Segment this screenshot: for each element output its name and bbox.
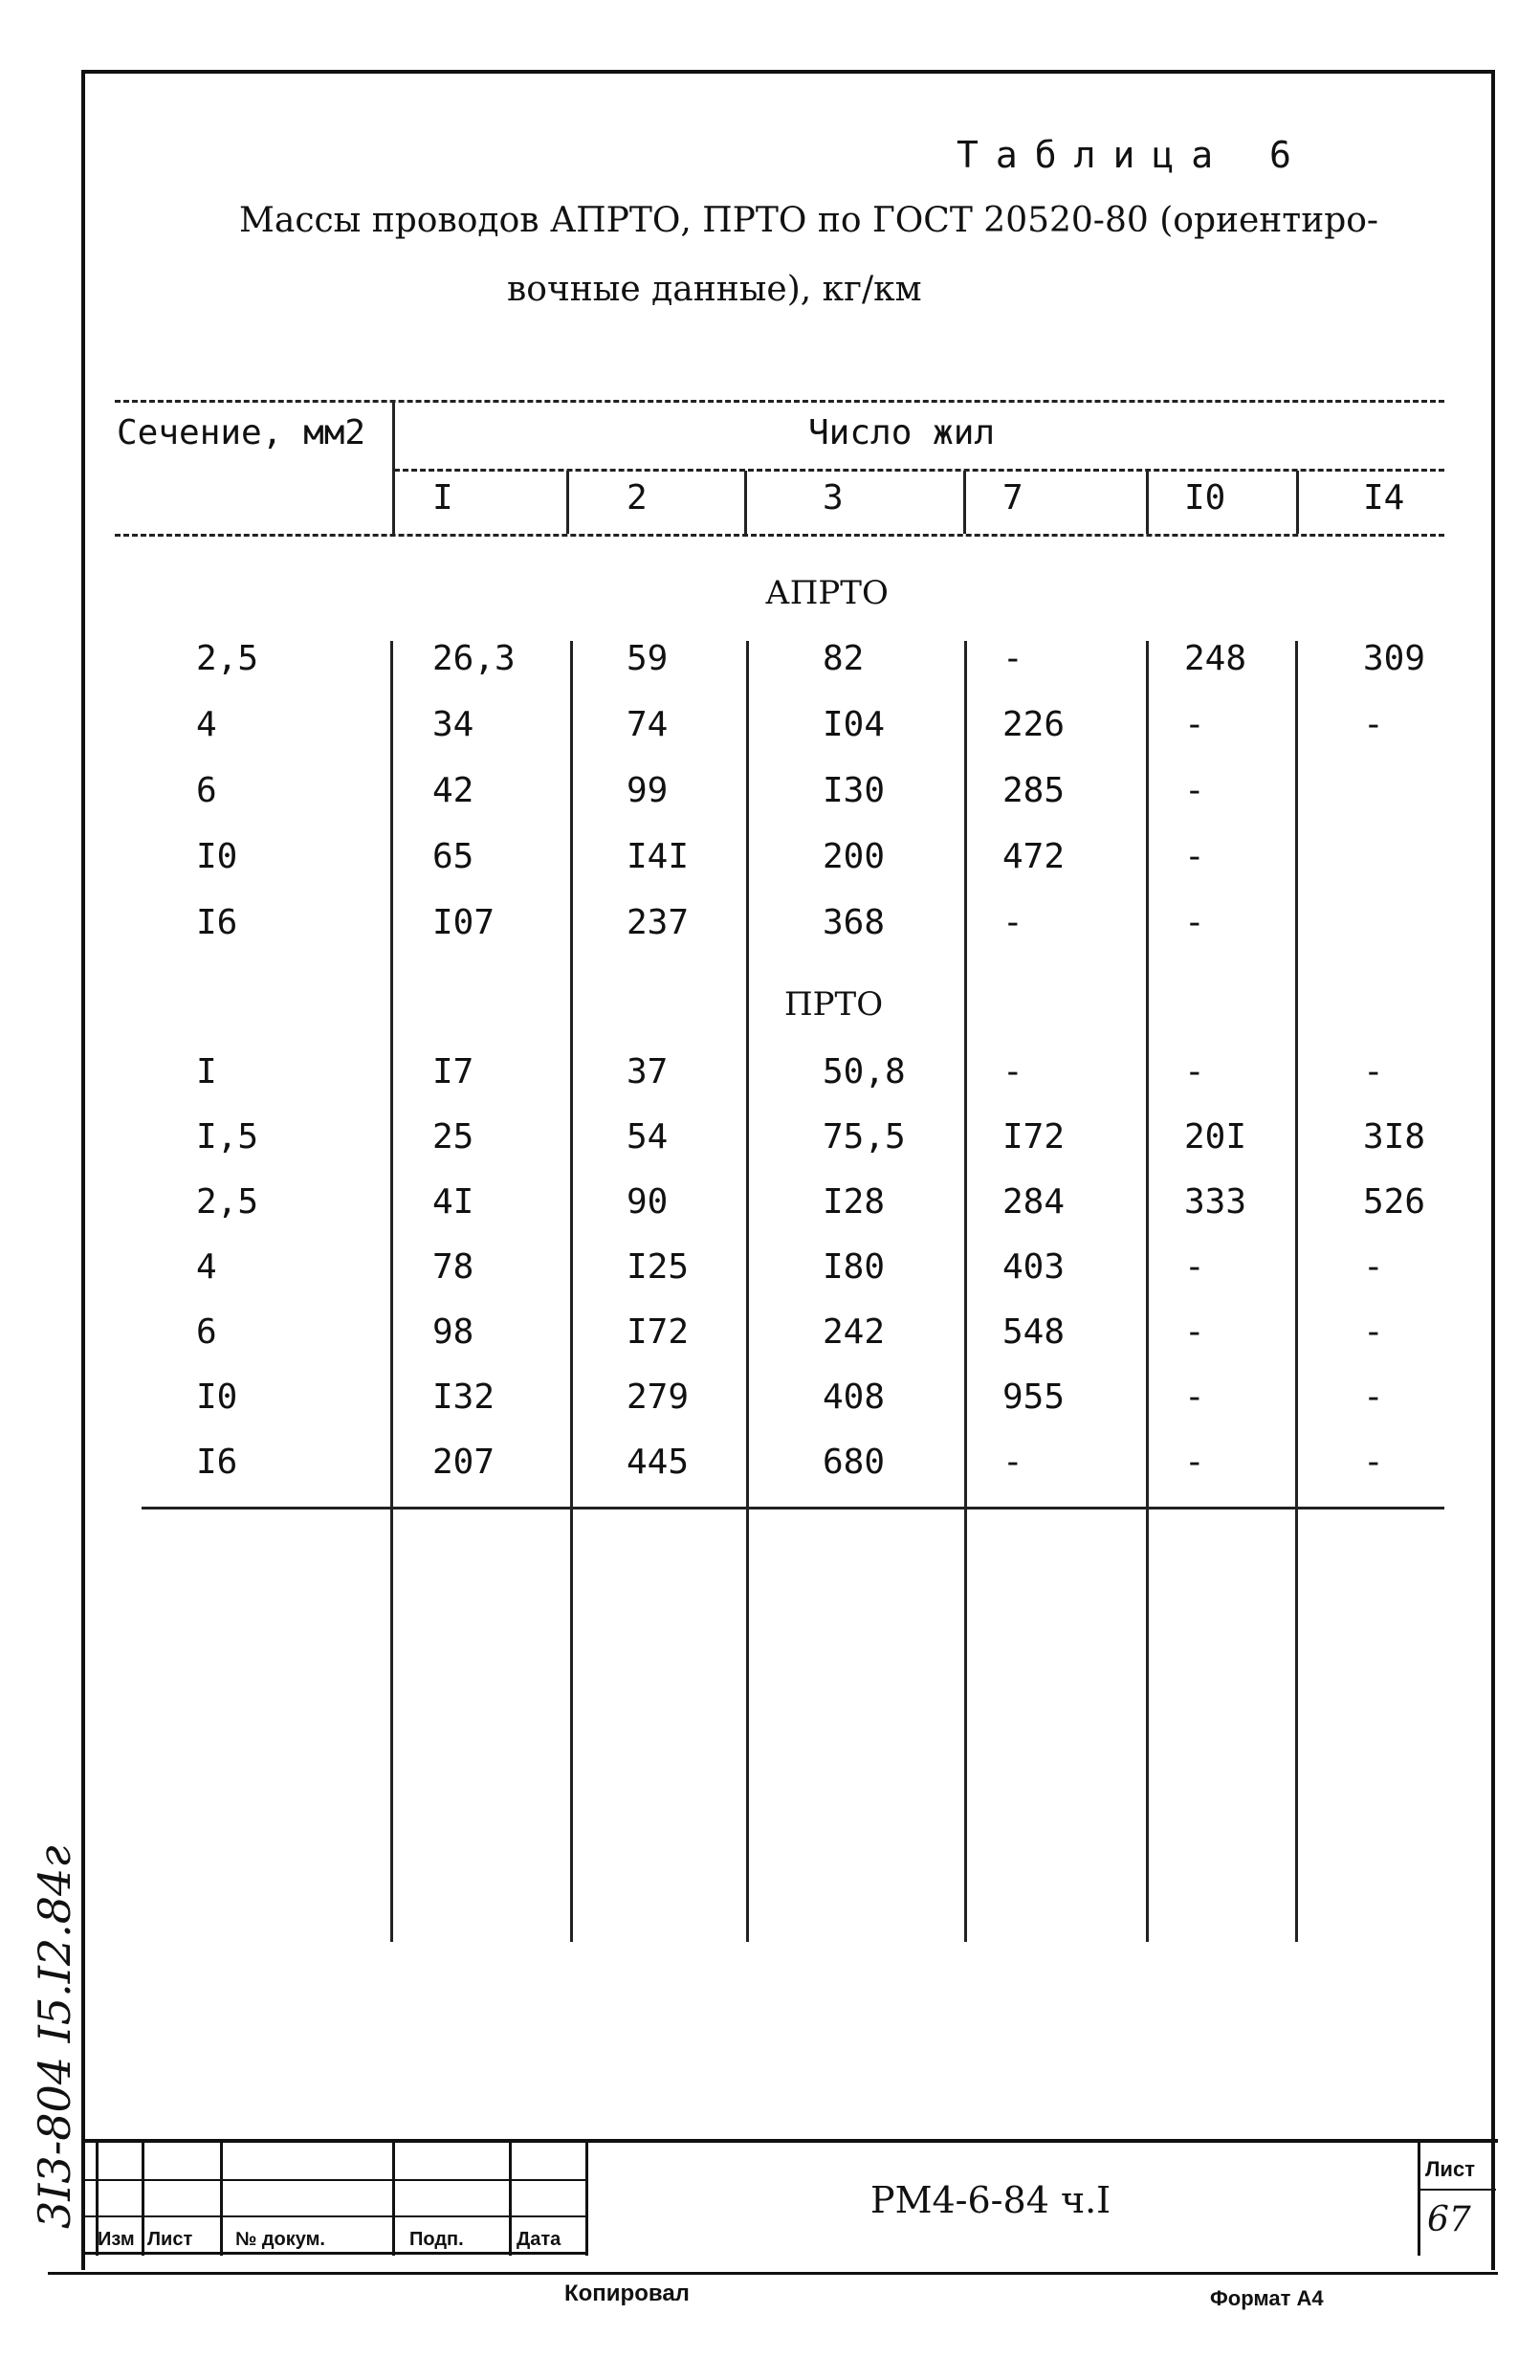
row-mass-value: -: [1184, 1247, 1205, 1287]
row-mass-value: 403: [1002, 1247, 1066, 1287]
row-mass-value: 408: [823, 1377, 886, 1417]
row-mass-value: 3I8: [1363, 1117, 1426, 1157]
row-mass-value: I32: [432, 1377, 495, 1417]
row-mass-value: 98: [432, 1312, 474, 1352]
row-mass-value: 333: [1184, 1182, 1247, 1222]
table-number: Таблица 6: [957, 134, 1309, 176]
header-divider: [1146, 471, 1149, 534]
row-mass-value: 207: [432, 1443, 495, 1482]
stamp-label-sign: Подп.: [409, 2229, 464, 2250]
row-section-value: 4: [196, 1247, 217, 1287]
header-core-col: I: [432, 478, 453, 518]
stamp-label-doc: № докум.: [235, 2229, 325, 2250]
header-mid-rule: [394, 469, 1444, 472]
row-mass-value: 20I: [1184, 1117, 1247, 1157]
row-mass-value: 78: [432, 1247, 474, 1287]
table-bottom-rule: [142, 1507, 1444, 1510]
stamp-label-date: Дата: [517, 2229, 561, 2250]
row-mass-value: 4I: [432, 1182, 474, 1222]
document-number: РМ4-6-84 ч.I: [870, 2179, 1111, 2221]
sheet-number: 67: [1427, 2200, 1471, 2239]
row-mass-value: -: [1002, 1052, 1023, 1091]
row-mass-value: I25: [627, 1247, 690, 1287]
stamp-col-line: [142, 2139, 144, 2256]
row-mass-value: 34: [432, 705, 474, 744]
row-mass-value: I28: [823, 1182, 886, 1222]
row-mass-value: 226: [1002, 705, 1066, 744]
row-mass-value: 548: [1002, 1312, 1066, 1352]
row-section-value: I0: [196, 837, 238, 876]
row-section-value: I: [196, 1052, 217, 1091]
header-bottom-rule: [115, 534, 1444, 537]
footer-copied-by: Копировал: [564, 2281, 690, 2306]
row-mass-value: 309: [1363, 639, 1426, 678]
body-divider: [746, 641, 749, 1942]
row-mass-value: 279: [627, 1377, 690, 1417]
header-section-label: Сечение, мм2: [117, 413, 366, 452]
group-heading-aprto: АПРТО: [765, 574, 889, 612]
row-mass-value: -: [1363, 705, 1384, 744]
row-mass-value: -: [1184, 1377, 1205, 1417]
row-section-value: 2,5: [196, 639, 259, 678]
body-divider: [1146, 641, 1149, 1942]
row-section-value: 4: [196, 705, 217, 744]
row-section-value: I6: [196, 1443, 238, 1482]
row-mass-value: 99: [627, 771, 669, 810]
row-mass-value: 37: [627, 1052, 669, 1091]
header-core-col: 3: [823, 478, 844, 518]
row-mass-value: 42: [432, 771, 474, 810]
header-divider: [566, 471, 569, 534]
row-mass-value: I72: [1002, 1117, 1066, 1157]
body-divider: [570, 641, 573, 1942]
row-mass-value: -: [1184, 1052, 1205, 1091]
row-section-value: I0: [196, 1377, 238, 1417]
stamp-col-line: [585, 2139, 588, 2256]
row-mass-value: -: [1002, 903, 1023, 942]
row-mass-value: 74: [627, 705, 669, 744]
row-mass-value: -: [1184, 1443, 1205, 1482]
header-divider: [963, 471, 966, 534]
stamp-label-list: Лист: [147, 2229, 193, 2250]
header-divider: [744, 471, 747, 534]
row-mass-value: 242: [823, 1312, 886, 1352]
row-mass-value: -: [1002, 1443, 1023, 1482]
row-mass-value: I07: [432, 903, 495, 942]
row-mass-value: -: [1363, 1247, 1384, 1287]
row-mass-value: 955: [1002, 1377, 1066, 1417]
row-mass-value: 368: [823, 903, 886, 942]
row-mass-value: 54: [627, 1117, 669, 1157]
stamp-label-izm: Изм: [98, 2229, 135, 2250]
row-mass-value: -: [1184, 1312, 1205, 1352]
row-mass-value: 472: [1002, 837, 1066, 876]
row-mass-value: 680: [823, 1443, 886, 1482]
row-section-value: I6: [196, 903, 238, 942]
row-section-value: 6: [196, 771, 217, 810]
row-mass-value: 284: [1002, 1182, 1066, 1222]
table-caption-line1: Массы проводов АПРТО, ПРТО по ГОСТ 20520-80 (ориентиро-: [239, 201, 1379, 240]
header-core-col: I4: [1363, 478, 1405, 518]
header-divider: [1296, 471, 1299, 534]
stamp-top-border: [84, 2139, 1498, 2143]
header-divider: [392, 400, 395, 534]
row-mass-value: -: [1184, 705, 1205, 744]
row-mass-value: 50,8: [823, 1052, 906, 1091]
row-mass-value: 237: [627, 903, 690, 942]
sheet-label: Лист: [1425, 2157, 1475, 2181]
margin-handwritten-note: 3I3-804 I5.I2.84г: [29, 1845, 80, 2229]
row-mass-value: I72: [627, 1312, 690, 1352]
row-mass-value: 90: [627, 1182, 669, 1222]
stamp-col-line: [220, 2139, 223, 2256]
footer-format: Формат А4: [1210, 2286, 1324, 2310]
row-mass-value: -: [1363, 1052, 1384, 1091]
row-mass-value: -: [1184, 771, 1205, 810]
row-mass-value: 26,3: [432, 639, 516, 678]
row-mass-value: -: [1002, 639, 1023, 678]
row-mass-value: I4I: [627, 837, 690, 876]
header-core-col: I0: [1184, 478, 1226, 518]
table-caption-line2: вочные данные), кг/км: [507, 270, 922, 309]
row-mass-value: I80: [823, 1247, 886, 1287]
row-mass-value: I30: [823, 771, 886, 810]
row-mass-value: 526: [1363, 1182, 1426, 1222]
row-mass-value: -: [1184, 837, 1205, 876]
header-cores-label: Число жил: [808, 413, 996, 452]
row-mass-value: 65: [432, 837, 474, 876]
row-mass-value: 248: [1184, 639, 1247, 678]
row-mass-value: 75,5: [823, 1117, 906, 1157]
row-mass-value: I04: [823, 705, 886, 744]
stamp-col-line: [392, 2139, 395, 2256]
row-mass-value: -: [1184, 903, 1205, 942]
row-mass-value: 82: [823, 639, 865, 678]
header-top-rule: [115, 400, 1444, 403]
row-mass-value: I7: [432, 1052, 474, 1091]
body-divider: [1295, 641, 1298, 1942]
row-section-value: I,5: [196, 1117, 259, 1157]
body-divider: [390, 641, 393, 1942]
row-section-value: 2,5: [196, 1182, 259, 1222]
header-core-col: 7: [1002, 478, 1023, 518]
stamp-col-line: [1418, 2139, 1420, 2256]
row-mass-value: 445: [627, 1443, 690, 1482]
row-mass-value: 285: [1002, 771, 1066, 810]
header-core-col: 2: [627, 478, 648, 518]
row-mass-value: -: [1363, 1377, 1384, 1417]
row-mass-value: -: [1363, 1443, 1384, 1482]
stamp-col-line: [509, 2139, 512, 2256]
row-mass-value: 200: [823, 837, 886, 876]
row-section-value: 6: [196, 1312, 217, 1352]
row-mass-value: 25: [432, 1117, 474, 1157]
footer-rule: [48, 2272, 1498, 2275]
group-heading-prto: ПРТО: [784, 985, 884, 1024]
body-divider: [964, 641, 967, 1942]
row-mass-value: -: [1363, 1312, 1384, 1352]
stamp-sheet-divider: [1418, 2189, 1496, 2191]
row-mass-value: 59: [627, 639, 669, 678]
